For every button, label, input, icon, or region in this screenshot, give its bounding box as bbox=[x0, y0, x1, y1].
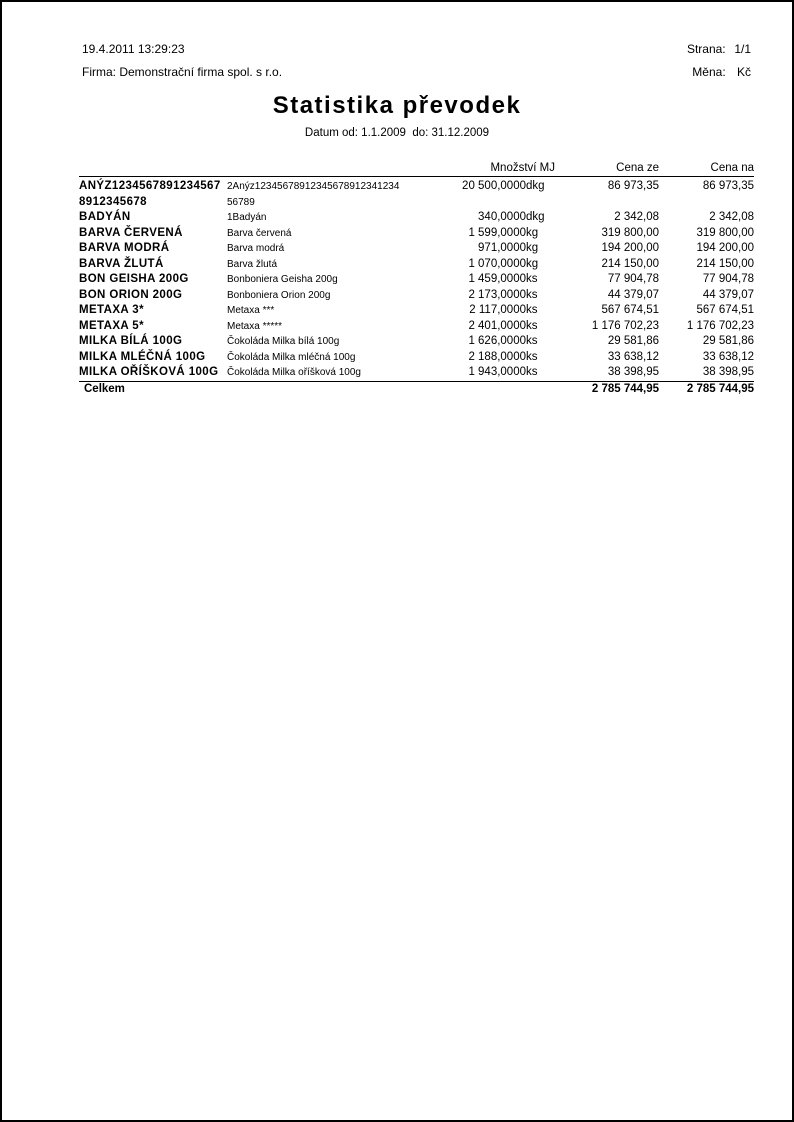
item-quantity: 2 173,0000 bbox=[468, 288, 526, 301]
item-description: Barva žlutá bbox=[227, 258, 278, 270]
item-code: METAXA 5* bbox=[79, 319, 144, 332]
item-code: BON ORION 200G bbox=[79, 288, 183, 301]
item-price-from: 214 150,00 bbox=[601, 257, 660, 270]
item-price-to: 77 904,78 bbox=[702, 273, 755, 285]
meta-row-2 bbox=[82, 61, 751, 84]
item-price-from: 194 200,00 bbox=[601, 242, 660, 254]
table-row bbox=[79, 241, 754, 257]
report-title: Statistika převodek bbox=[272, 92, 522, 119]
item-description: 2Anýz1234567891234567891234123456789 bbox=[227, 181, 400, 208]
total-row bbox=[79, 381, 754, 397]
item-price-from: 77 904,78 bbox=[607, 273, 660, 285]
currency-label: Měna: bbox=[692, 65, 726, 79]
item-quantity: 1 943,0000 bbox=[468, 366, 526, 378]
item-price-to: 86 973,35 bbox=[702, 180, 755, 192]
item-code: BARVA MODRÁ bbox=[79, 242, 170, 254]
table-row bbox=[79, 288, 754, 304]
item-unit: ks bbox=[526, 366, 538, 378]
item-quantity: 2 188,0000 bbox=[468, 350, 526, 363]
item-price-to: 319 800,00 bbox=[696, 226, 755, 239]
item-price-from: 319 800,00 bbox=[601, 226, 660, 239]
item-price-to: 214 150,00 bbox=[696, 257, 755, 270]
print-datetime: 19.4.2011 13:29:23 bbox=[82, 42, 185, 56]
item-price-from: 567 674,51 bbox=[601, 304, 660, 316]
item-code: ANÝZ12345678912345678912345678 bbox=[79, 180, 221, 208]
item-price-to: 2 342,08 bbox=[709, 211, 755, 223]
statistics-table bbox=[79, 161, 754, 397]
item-code: MILKA OŘÍŠKOVÁ 100G bbox=[79, 366, 219, 378]
item-price-from: 86 973,35 bbox=[607, 180, 660, 192]
table-row bbox=[79, 334, 754, 350]
item-description: Čokoláda Milka bílá 100g bbox=[227, 336, 340, 347]
item-code: METAXA 3* bbox=[79, 304, 144, 316]
table-footer bbox=[79, 381, 754, 397]
meta-row-1 bbox=[82, 38, 751, 61]
header-price-from: Cena ze bbox=[555, 161, 659, 177]
page-value: 1/1 bbox=[734, 42, 751, 56]
item-description: Barva červená bbox=[227, 227, 292, 239]
item-description: Metaxa *** bbox=[227, 305, 275, 316]
total-price-from: 2 785 744,95 bbox=[555, 381, 659, 397]
total-price-to: 2 785 744,95 bbox=[659, 381, 754, 397]
item-price-from: 29 581,86 bbox=[607, 335, 660, 347]
item-price-from: 38 398,95 bbox=[607, 366, 660, 378]
table-row bbox=[79, 257, 754, 273]
item-price-to: 567 674,51 bbox=[696, 304, 755, 316]
item-quantity: 340,0000 bbox=[478, 211, 526, 223]
company-value: Demonstrační firma spol. s r.o. bbox=[119, 65, 283, 79]
header-code bbox=[79, 161, 227, 177]
item-unit: ks bbox=[526, 335, 538, 347]
item-unit: ks bbox=[526, 350, 538, 363]
item-unit: ks bbox=[526, 273, 538, 285]
item-quantity: 971,0000 bbox=[478, 242, 526, 254]
item-unit: ks bbox=[526, 319, 538, 332]
item-description: 1Badyán bbox=[227, 212, 267, 223]
currency-indicator bbox=[692, 61, 751, 84]
item-code: BADYÁN bbox=[79, 211, 131, 223]
item-code: BARVA ŽLUTÁ bbox=[79, 257, 164, 270]
item-unit: kg bbox=[526, 242, 539, 254]
item-quantity: 20 500,0000 bbox=[462, 180, 526, 192]
table-row bbox=[79, 272, 754, 288]
item-quantity: 1 070,0000 bbox=[468, 257, 526, 270]
item-unit: ks bbox=[526, 304, 538, 316]
item-quantity: 1 459,0000 bbox=[468, 273, 526, 285]
item-price-from: 2 342,08 bbox=[614, 211, 660, 223]
company-line bbox=[82, 61, 282, 84]
table-row bbox=[79, 177, 754, 211]
header-description bbox=[227, 161, 402, 177]
item-unit: kg bbox=[526, 257, 539, 270]
item-price-to: 33 638,12 bbox=[702, 350, 755, 363]
table-row bbox=[79, 303, 754, 319]
item-unit: dkg bbox=[526, 211, 545, 223]
item-code: BARVA ČERVENÁ bbox=[79, 226, 183, 239]
header-price-to: Cena na bbox=[659, 161, 754, 177]
item-price-to: 44 379,07 bbox=[702, 288, 755, 301]
total-label: Celkem bbox=[79, 381, 402, 397]
page-indicator bbox=[687, 38, 751, 61]
item-price-to: 38 398,95 bbox=[702, 366, 755, 378]
item-price-from: 1 176 702,23 bbox=[591, 319, 660, 332]
item-description: Metaxa ***** bbox=[227, 320, 283, 332]
item-unit: dkg bbox=[526, 180, 545, 192]
item-code: BON GEISHA 200G bbox=[79, 273, 189, 285]
item-code: MILKA BÍLÁ 100G bbox=[79, 335, 183, 347]
total-spacer bbox=[402, 381, 555, 397]
item-quantity: 2 117,0000 bbox=[469, 304, 526, 316]
item-price-to: 194 200,00 bbox=[696, 242, 755, 254]
company-label: Firma: bbox=[82, 65, 116, 79]
report-date-range: Datum od: 1.1.2009 do: 31.12.2009 bbox=[304, 127, 490, 139]
item-quantity: 1 626,0000 bbox=[468, 335, 526, 347]
item-description: Bonboniera Orion 200g bbox=[227, 289, 331, 301]
table-row bbox=[79, 226, 754, 242]
table-row bbox=[79, 365, 754, 381]
item-unit: kg bbox=[526, 226, 539, 239]
item-price-from: 33 638,12 bbox=[607, 350, 660, 363]
item-description: Bonboniera Geisha 200g bbox=[227, 274, 338, 285]
item-code: MILKA MLÉČNÁ 100G bbox=[79, 350, 206, 363]
table-row bbox=[79, 319, 754, 335]
item-quantity: 1 599,0000 bbox=[468, 226, 526, 239]
table-header bbox=[79, 161, 754, 177]
item-price-to: 1 176 702,23 bbox=[686, 319, 755, 332]
page-label: Strana: bbox=[686, 42, 726, 56]
item-description: Barva modrá bbox=[227, 243, 285, 254]
header-quantity: Množství MJ bbox=[402, 161, 555, 177]
item-unit: ks bbox=[526, 288, 538, 301]
table-row bbox=[79, 210, 754, 226]
report-meta bbox=[82, 38, 751, 84]
table-body bbox=[79, 177, 754, 382]
table-row bbox=[79, 350, 754, 366]
item-price-to: 29 581,86 bbox=[702, 335, 755, 347]
item-price-from: 44 379,07 bbox=[607, 288, 660, 301]
table-header-row bbox=[79, 161, 754, 177]
item-quantity: 2 401,0000 bbox=[468, 319, 526, 332]
item-description: Čokoláda Milka mléčná 100g bbox=[227, 351, 356, 363]
item-description: Čokoláda Milka oříšková 100g bbox=[227, 367, 361, 378]
currency-value: Kč bbox=[736, 65, 751, 79]
